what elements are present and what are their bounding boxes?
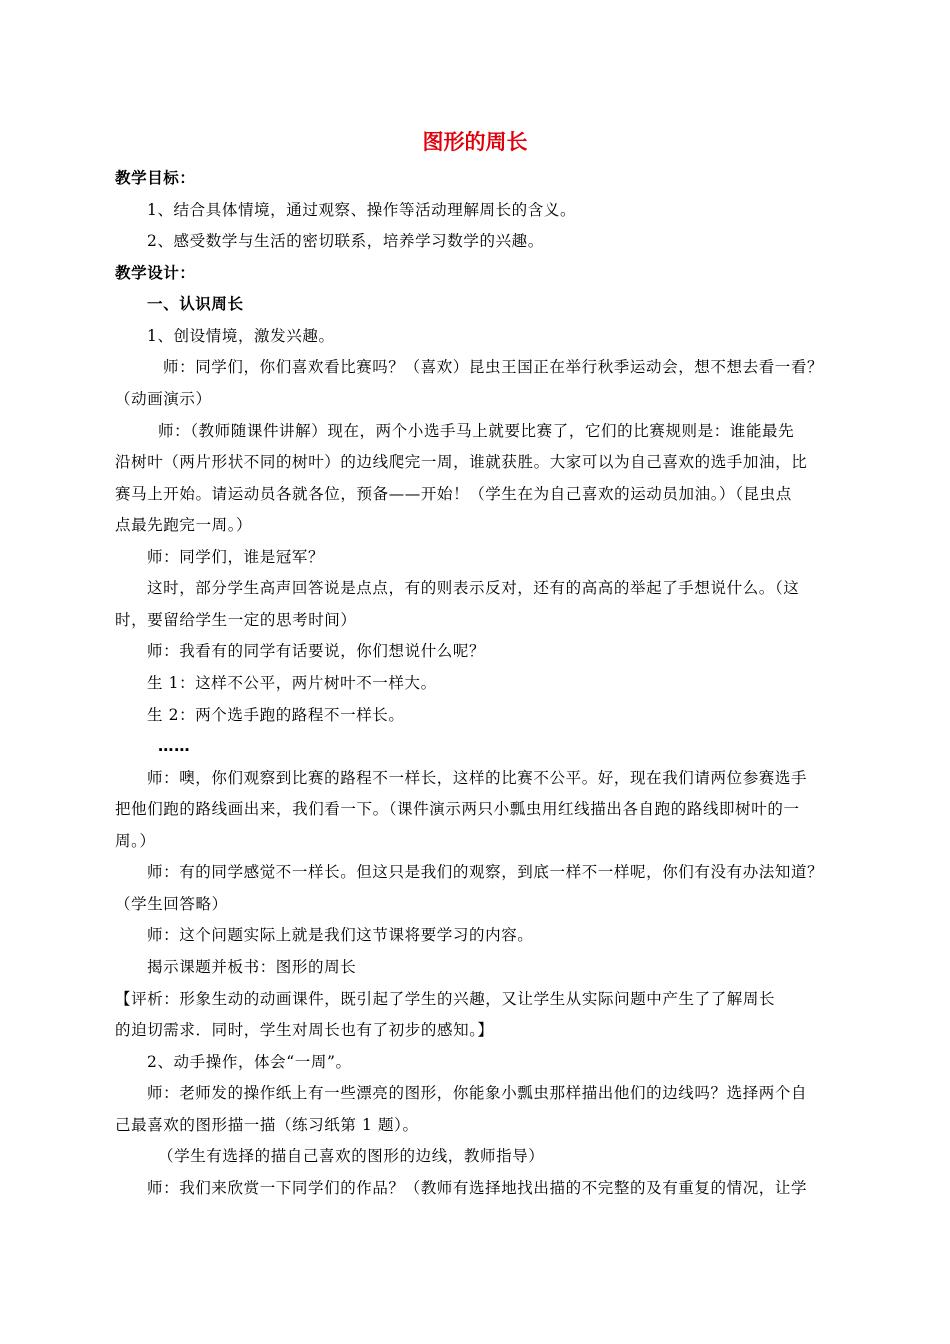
subsection-heading: 一、认识周长 [147,295,244,313]
paragraph-line: 师：这个问题实际上就是我们这节课将要学习的内容。 [147,926,534,944]
paragraph-line: 己最喜欢的图形描一描（练习纸第 1 题）。 [115,1116,419,1134]
paragraph-line: 师：我看有的同学有话要说，你们想说什么呢？ [147,642,486,660]
commentary-line: 【评析：形象生动的动画课件，既引起了学生的兴趣，又让学生从实际问题中产生了了解周长 [115,990,776,1008]
paragraph-line: （动画演示） [115,390,212,408]
paragraph-line: 赛马上开始。请运动员各就各位，预备——开始！（学生在为自己喜欢的运动员加油。）（昆虫点 [115,485,792,503]
step-heading: 1、创设情境，激发兴趣。 [147,327,335,345]
paragraph-line: 师：同学们，你们喜欢看比赛吗？（喜欢）昆虫王国正在举行秋季运动会，想不想去看一看？ [163,358,824,376]
paragraph-line: 周。） [115,832,156,850]
section-heading-design: 教学设计： [115,264,196,282]
paragraph-line: 点最先跑完一周。） [115,516,253,534]
paragraph-line: 生 1：这样不公平，两片树叶不一样大。 [147,674,437,692]
paragraph-line: 师：同学们，谁是冠军？ [147,548,325,566]
objective-item: 1、结合具体情境，通过观察、操作等活动理解周长的含义。 [147,201,577,219]
paragraph-line: 师：我们来欣赏一下同学们的作品？（教师有选择地找出描的不完整的及有重复的情况，让学 [147,1179,808,1197]
paragraph-line: 沿树叶（两片形状不同的树叶）的边线爬完一周，谁就获胜。大家可以为自己喜欢的选手加油，比 [115,453,808,471]
section-heading-objectives: 教学目标： [115,169,196,187]
objective-item: 2、感受数学与生活的密切联系，培养学习数学的兴趣。 [147,232,544,250]
paragraph-line: （学生有选择的描自己喜欢的图形的边线，教师指导） [158,1147,545,1165]
paragraph-line: 师：老师发的操作纸上有一些漂亮的图形，你能象小瓢虫那样描出他们的边线吗？选择两个自 [147,1084,808,1102]
paragraph-line: 揭示课题并板书：图形的周长 [147,958,357,976]
paragraph-line: 这时，部分学生高声回答说是点点，有的则表示反对，还有的高高的举起了手想说什么。（这 [147,579,800,597]
paragraph-line: 师：有的同学感觉不一样长。但这只是我们的观察，到底一样不一样呢，你们有没有办法知道？ [147,863,824,881]
document-title: 图形的周长 [422,130,528,154]
paragraph-line: 时，要留给学生一定的思考时间） [115,611,357,629]
paragraph-line: 把他们跑的路线画出来，我们看一下。（课件演示两只小瓢虫用红线描出各自跑的路线即树叶的一 [115,800,800,818]
step-heading: 2、动手操作，体会“一周”。 [147,1053,352,1071]
ellipsis-line: …… [158,737,191,755]
paragraph-line: 师：（教师随课件讲解）现在，两个小选手马上就要比赛了，它们的比赛规则是：谁能最先 [158,422,795,440]
commentary-line: 的迫切需求．同时，学生对周长也有了初步的感知。】 [115,1021,494,1039]
paragraph-line: （学生回答略） [115,895,228,913]
paragraph-line: 师：噢，你们观察到比赛的路程不一样长，这样的比赛不公平。好，现在我们请两位参赛选手 [147,769,808,787]
paragraph-line: 生 2：两个选手跑的路程不一样长。 [147,706,405,724]
